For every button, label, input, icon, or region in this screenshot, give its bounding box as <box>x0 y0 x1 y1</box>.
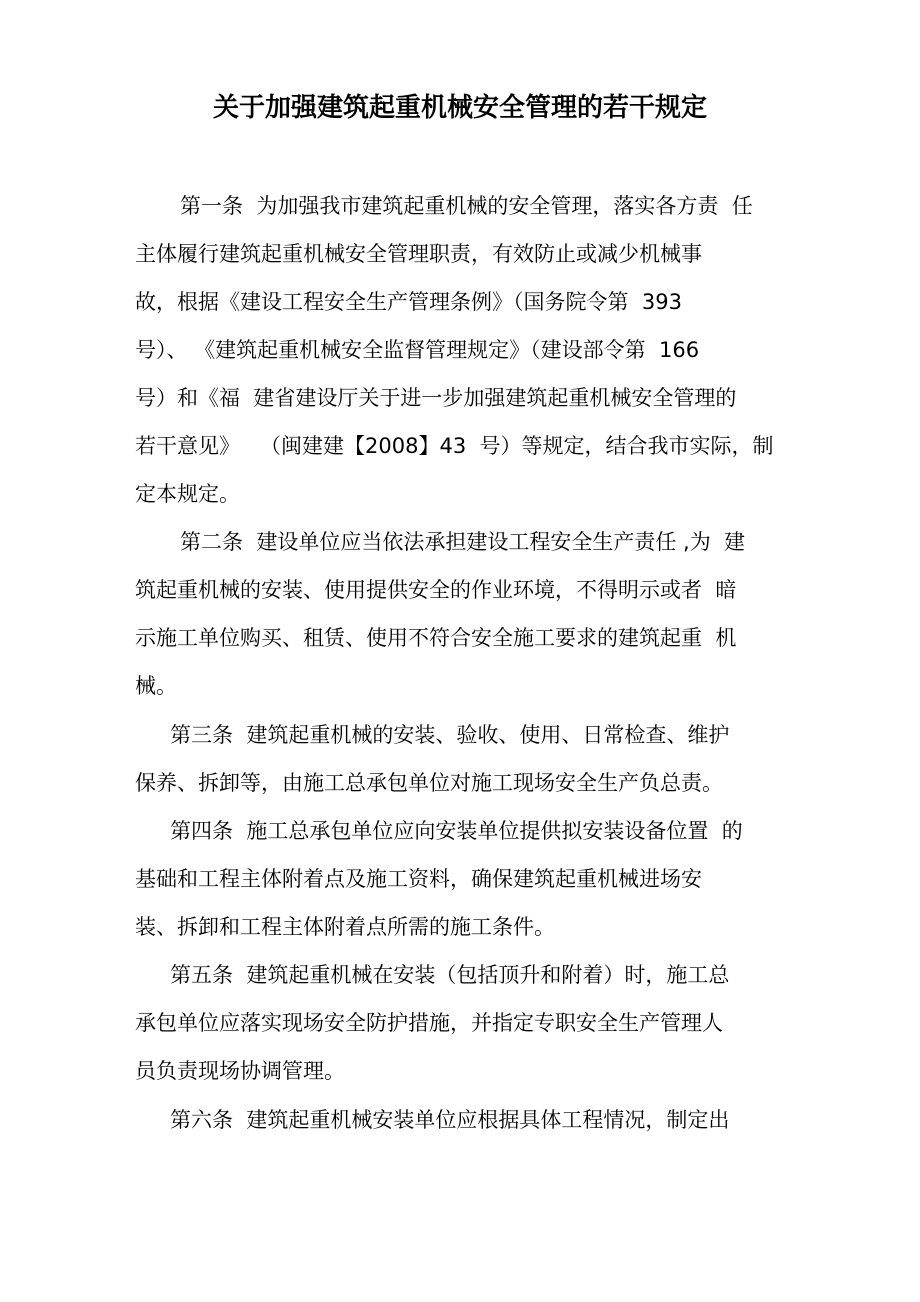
text-line-12: 第三条 建筑起重机械的安装、验收、使用、日常检查、维护 <box>170 723 730 747</box>
text-line-20: 第六条 建筑起重机械安装单位应根据具体工程情况，制定出 <box>170 1108 730 1132</box>
text-line-16: 装、拆卸和工程主体附着点所需的施工条件。 <box>135 915 555 939</box>
text-line-6: 若干意见》 （闽建建【2008】43 号）等规定，结合我市实际，制 <box>135 434 774 458</box>
text-line-7: 定本规定。 <box>135 482 240 506</box>
text-line-11: 械。 <box>135 674 177 698</box>
text-line-4: 号）、 《建筑起重机械安全监督管理规定》（建设部令第 166 <box>135 338 700 362</box>
text-line-8: 第二条 建设单位应当依法承担建设工程安全生产责任 ,为 建 <box>180 530 746 554</box>
document-title: 关于加强建筑起重机械安全管理的若干规定 <box>212 93 707 123</box>
text-line-14: 第四条 施工总承包单位应向安装单位提供拟安装设备位置 的 <box>170 819 743 843</box>
text-line-19: 员负责现场协调管理。 <box>135 1059 345 1083</box>
text-line-10: 示施工单位购买、租赁、使用不符合安全施工要求的建筑起重 机 <box>135 626 737 650</box>
text-line-13: 保养、拆卸等，由施工总承包单位对施工现场安全生产负总责。 <box>135 771 723 795</box>
text-line-15: 基础和工程主体附着点及施工资料，确保建筑起重机械进场安 <box>135 867 702 891</box>
text-line-3: 故，根据《建设工程安全生产管理条例》（国务院令第 393 <box>135 290 682 314</box>
text-line-9: 筑起重机械的安装、使用提供安全的作业环境，不得明示或者 暗 <box>135 578 737 602</box>
text-line-18: 承包单位应落实现场安全防护措施，并指定专职安全生产管理人 <box>135 1011 723 1035</box>
text-line-17: 第五条 建筑起重机械在安装（包括顶升和附着）时，施工总 <box>170 963 730 987</box>
text-line-1: 第一条 为加强我市建筑起重机械的安全管理，落实各方责 任 <box>180 194 753 218</box>
text-line-2: 主体履行建筑起重机械安全管理职责，有效防止或减少机械事 <box>135 242 702 266</box>
text-line-5: 号）和《福 建省建设厅关于进一步加强建筑起重机械安全管理的 <box>135 386 737 410</box>
